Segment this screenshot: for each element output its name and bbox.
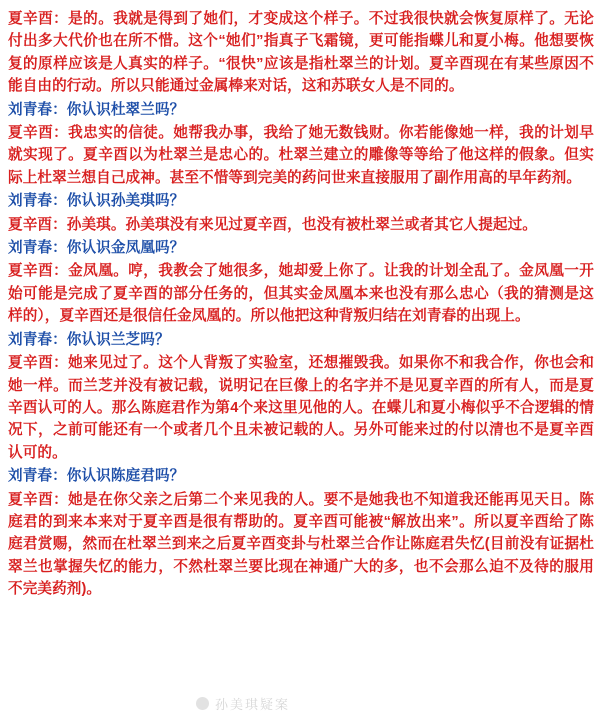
dialogue-answer bbox=[8, 122, 594, 189]
dialogue-answer bbox=[8, 8, 594, 98]
dialogue-answer bbox=[8, 489, 594, 601]
dialogue-question bbox=[8, 329, 594, 351]
dialogue-question bbox=[8, 190, 594, 212]
dialogue-question bbox=[8, 237, 594, 259]
dialogue-text: 夏辛酉：孙美琪。孙美琪没有来见过夏辛酉，也没有被杜翠兰或者其它人提起过。 bbox=[8, 216, 537, 233]
dialogue-text: 刘青春：你认识孙美琪吗？ bbox=[8, 193, 185, 210]
dialogue-text: 刘青春：你认识杜翠兰吗？ bbox=[8, 101, 185, 118]
watermark-text: 孙美琪疑案 bbox=[215, 697, 291, 712]
dialogue-text: 夏辛酉：我忠实的信徒。她帮我办事，我给了她无数钱财。你若能像她一样，我的计划早就实现了。夏辛酉以为杜翠兰是忠心的。杜翠兰建立的雕像等等给了他这样的假象。但实际上杜翠兰想自己成神。甚至不惜等到完美的药问世来直接服用了副作用高的早年药剂。 bbox=[8, 125, 594, 186]
dialogue-text: 夏辛酉：她来见过了。这个人背叛了实验室，还想摧毁我。如果你不和我合作，你也会和她一样。而兰芝并没有被记载，说明记在巨像上的名字并不是见夏辛酉的所有人，而是夏辛酉认可的人。那么陈庭君作为第4个来这里见他的人。在蝶儿和夏小梅似乎不合逻辑的情况下，之前可能还有一个或者几个且未被记载的人。另外可能来过的付以清也不是夏辛酉认可的。 bbox=[8, 355, 594, 461]
dialogue-text: 刘青春：你认识陈庭君吗？ bbox=[8, 468, 185, 485]
dialogue-text: 夏辛酉：她是在你父亲之后第二个来见我的人。要不是她我也不知道我还能再见天日。陈庭君的到来本来对于夏辛酉是很有帮助的。夏辛酉可能被“解放出来”。所以夏辛酉给了陈庭君赏赐，然而在杜翠兰到来之后夏辛酉变卦与杜翠兰合作让陈庭君失忆(目前没有证据杜翠兰也掌握失忆的能力，不然杜翠兰要比现在神通广大的多，也不会那么迫不及待的服用不完美药剂)。 bbox=[8, 491, 594, 598]
dialogue-answer bbox=[8, 352, 594, 464]
dialogue-question bbox=[8, 99, 594, 121]
dialogue-question bbox=[8, 465, 594, 487]
dialogue-answer bbox=[8, 214, 594, 236]
watermark-logo-icon bbox=[196, 697, 209, 710]
watermark bbox=[0, 688, 600, 714]
dialogue-answer bbox=[8, 260, 594, 327]
dialogue-text: 刘青春：你认识兰芝吗？ bbox=[8, 331, 170, 348]
dialogue-text: 夏辛酉：是的。我就是得到了她们，才变成这个样子。不过我很快就会恢复原样了。无论付出多大代价也在所不惜。这个“她们”指真子飞霜镜，更可能指蝶儿和夏小梅。他想要恢复的原样应该是人真实的样子。“很快”应该是指杜翠兰的计划。夏辛酉现在有某些原因不能自由的行动。所以只能通过金属棒来对话，这和苏联女人是不同的。 bbox=[8, 11, 594, 95]
dialogue-text: 夏辛酉：金凤凰。哼，我教会了她很多，她却爱上你了。让我的计划全乱了。金凤凰一开始可能是完成了夏辛酉的部分任务的，但其实金凤凰本来也没有那么忠心（我的猜测是这样的），夏辛酉还是很信任金凤凰的。所以他把这种背叛归结在刘青春的出现上。 bbox=[8, 263, 594, 325]
dialogue-text: 刘青春：你认识金凤凰吗？ bbox=[8, 240, 185, 257]
